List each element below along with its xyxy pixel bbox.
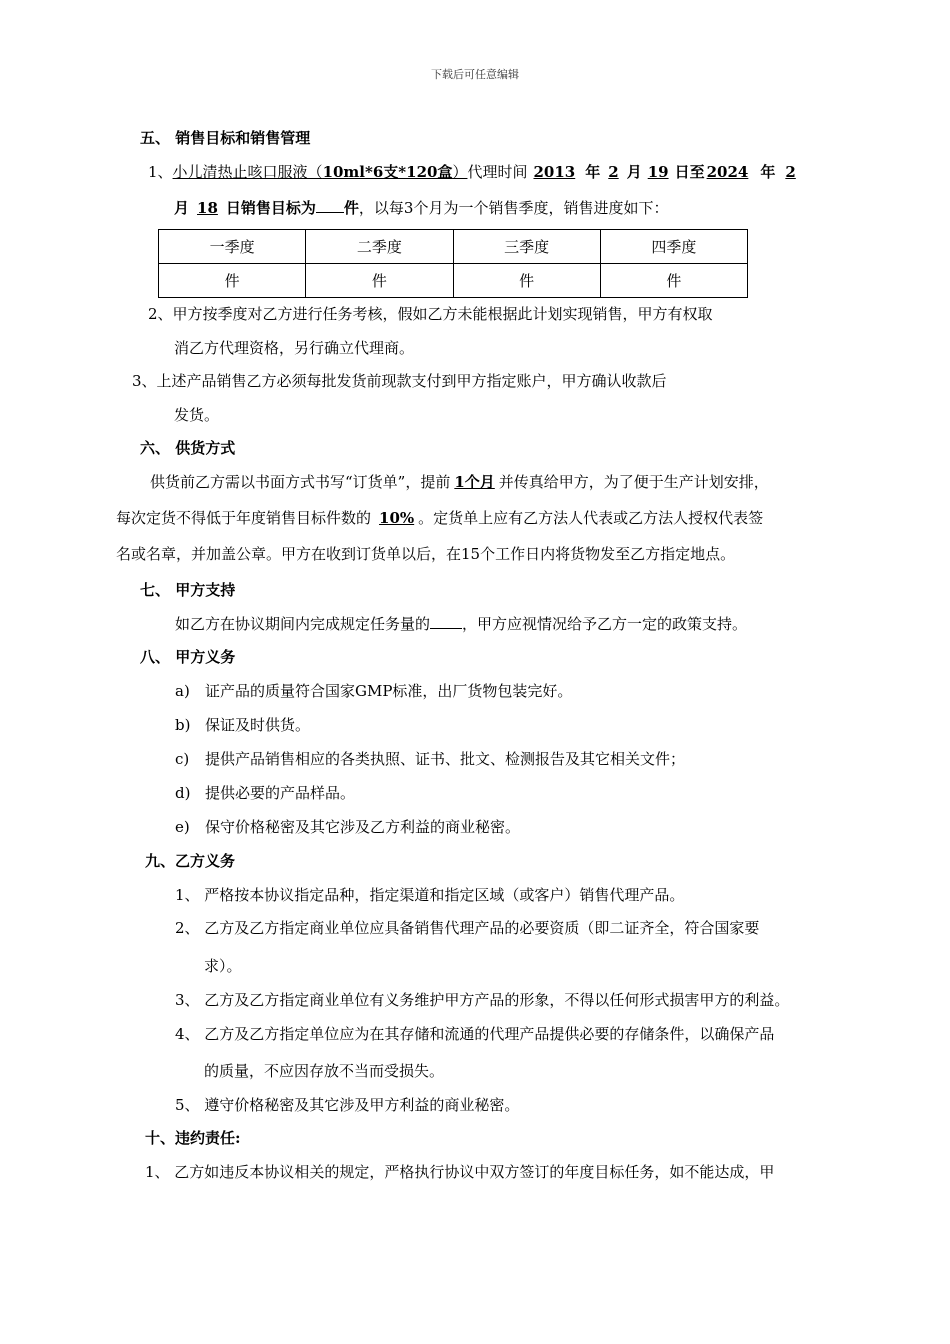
quarter-value-2: 件 <box>306 264 453 298</box>
s8-item-a-text: 证产品的质量符合国家GMP标准，出厂货物包装完好。 <box>205 682 573 700</box>
s8-item-a <box>175 681 572 701</box>
s5-item3-line2: 发货。 <box>174 406 220 424</box>
quarter-header-1: 一季度 <box>159 230 306 264</box>
s9-item3: 3、 乙方及乙方指定商业单位有义务维护甲方产品的形象，不得以任何形式损害甲方的利益。 <box>175 991 790 1009</box>
s8-item-d <box>175 783 355 803</box>
s8-item-b <box>175 715 310 735</box>
s8-item-a-label: a) <box>175 682 190 700</box>
month-label-2: 月 <box>174 199 190 217</box>
section-5-title: 五、 销售目标和销售管理 <box>140 129 311 147</box>
section-9-title: 九、乙方义务 <box>145 852 236 870</box>
s8-item-d-label: d) <box>175 784 191 802</box>
end-day: 18 <box>197 199 218 217</box>
s8-item-e-label: e) <box>175 818 190 836</box>
quarter-table <box>158 229 748 298</box>
quarter-value-row <box>159 264 748 298</box>
agency-time-label: 代理时间 <box>467 163 528 181</box>
section-7-title: 七、 甲方支持 <box>140 581 236 599</box>
s9-item4-line1: 4、 乙方及乙方指定单位应为在其存储和流通的代理产品提供必要的存储条件，以确保产品 <box>175 1025 775 1043</box>
s5-item2-line1: 2、甲方按季度对乙方进行任务考核，假如乙方未能根据此计划实现销售，甲方有权取 <box>148 305 713 323</box>
s8-item-e <box>175 817 520 837</box>
target-label: 日销售目标为 <box>225 199 316 217</box>
end-year: 2024 <box>706 163 749 181</box>
s6-p2-text-b: 。定货单上应有乙方法人代表或乙方法人授权代表签 <box>418 509 764 527</box>
section-10-title: 十、违约责任: <box>145 1129 241 1147</box>
s8-item-c-text: 提供产品销售相应的各类执照、证书、批文、检测报告及其它相关文件； <box>205 750 686 768</box>
product-close: ） <box>452 163 468 181</box>
year-label: 年 <box>585 163 601 181</box>
page-header-note: 下载后可任意编辑 <box>431 68 519 81</box>
quarter-header-4: 四季度 <box>600 230 747 264</box>
s6-para-line3: 名或名章，并加盖公章。甲方在收到订货单以后，在15个工作日内将货物发至乙方指定地点。 <box>116 545 736 563</box>
s6-p1-text-b: 并传真给甲方，为了便于生产计划安排， <box>498 473 769 491</box>
s5-item1-num: 1、 <box>148 163 173 181</box>
s6-para-line2 <box>116 508 763 528</box>
s7-blank <box>430 613 462 629</box>
s5-item3-line1: 3、上述产品销售乙方必须每批发货前现款支付到甲方指定账户，甲方确认收款后 <box>132 372 667 390</box>
s9-item5: 5、 遵守价格秘密及其它涉及甲方利益的商业秘密。 <box>175 1096 520 1114</box>
s5-item1-line1 <box>148 162 796 182</box>
section-6-title: 六、 供货方式 <box>140 439 236 457</box>
s9-item2-line2: 求）。 <box>204 957 242 975</box>
s6-para-line1 <box>150 472 769 492</box>
quarter-value-4: 件 <box>600 264 747 298</box>
year-label-2: 年 <box>760 163 776 181</box>
s8-item-e-text: 保守价格秘密及其它涉及乙方利益的商业秘密。 <box>205 818 521 836</box>
end-month: 2 <box>785 163 796 181</box>
s8-item-d-text: 提供必要的产品样品。 <box>205 784 356 802</box>
quarter-value-1: 件 <box>159 264 306 298</box>
s5-item2-line2: 消乙方代理资格，另行确立代理商。 <box>174 339 415 357</box>
s7-para <box>175 613 747 634</box>
quarter-header-3: 三季度 <box>453 230 600 264</box>
s9-item4-line2: 的质量，不应因存放不当而受损失。 <box>204 1062 445 1080</box>
target-unit: 件 <box>343 199 359 217</box>
min-order-pct: 10% <box>379 509 415 527</box>
s10-item1: 1、 乙方如违反本协议相关的规定，严格执行协议中双方签订的年度目标任务，如不能达成，甲 <box>145 1163 775 1181</box>
start-month: 2 <box>608 163 619 181</box>
target-rest: ，以每3个月为一个销售季度，销售进度如下： <box>358 199 669 217</box>
product-spec: 10ml*6支*120盒 <box>322 163 453 181</box>
product-name: 小儿清热止咳口服液（ <box>172 163 323 181</box>
quarter-header-2: 二季度 <box>306 230 453 264</box>
quarter-header-row <box>159 230 748 264</box>
s9-item1: 1、 严格按本协议指定品种，指定渠道和指定区域（或客户）销售代理产品。 <box>175 886 685 904</box>
s8-item-c-label: c) <box>175 750 190 768</box>
lead-time: 1个月 <box>454 473 495 491</box>
section-8-title: 八、 甲方义务 <box>140 648 236 666</box>
s8-item-b-label: b) <box>175 716 191 734</box>
s7-text-b: ，甲方应视情况给予乙方一定的政策支持。 <box>462 615 748 633</box>
s7-text-a: 如乙方在协议期间内完成规定任务量的 <box>175 615 431 633</box>
month-label: 月 <box>626 163 642 181</box>
start-year: 2013 <box>533 163 576 181</box>
quarter-value-3: 件 <box>453 264 600 298</box>
target-blank <box>316 197 344 213</box>
s8-item-b-text: 保证及时供货。 <box>205 716 311 734</box>
day-to-label: 日至 <box>674 163 705 181</box>
start-day: 19 <box>647 163 669 181</box>
s6-p2-text-a: 每次定货不得低于年度销售目标件数的 <box>116 509 372 527</box>
s9-item2-line1: 2、 乙方及乙方指定商业单位应具备销售代理产品的必要资质（即二证齐全，符合国家要 <box>175 919 760 937</box>
s6-p1-text-a: 供货前乙方需以书面方式书写“订货单”，提前 <box>150 473 451 491</box>
s8-item-c <box>175 749 685 769</box>
s5-item1-line2 <box>174 197 668 218</box>
